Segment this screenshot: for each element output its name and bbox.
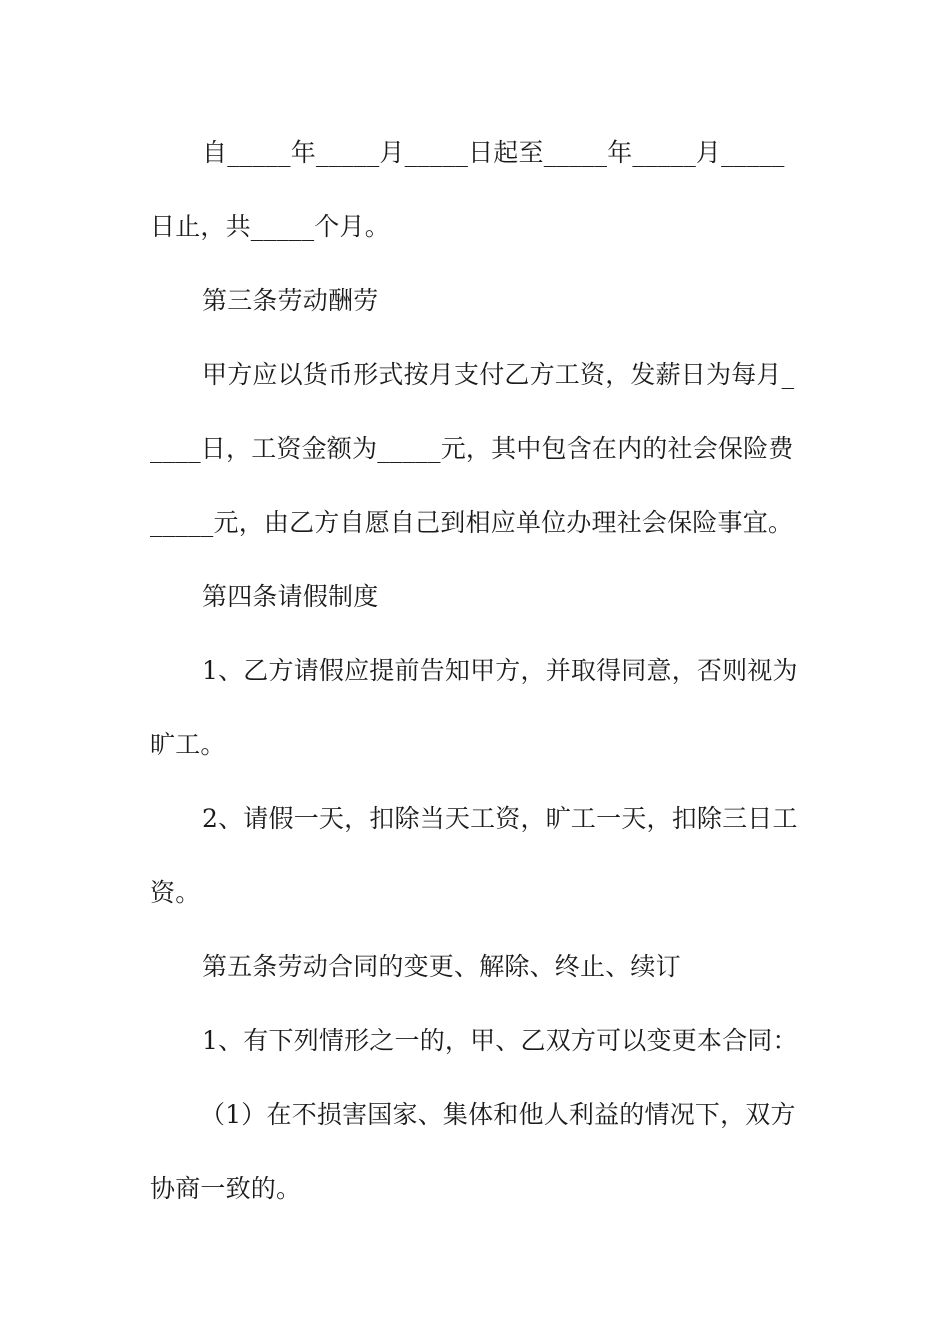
paragraph-line: 2、请假一天，扣除当天工资，旷工一天，扣除三日工 [202,804,798,833]
paragraph-line: _____元，由乙方自愿自己到相应单位办理社会保险事宜。 [150,508,794,537]
paragraph-line: 旷工。 [150,730,226,759]
contract-period-line-cont: 日止，共_____个月。 [150,212,390,241]
section-heading-article-5: 第五条劳动合同的变更、解除、终止、续订 [202,952,681,981]
paragraph-line: ____日，工资金额为_____元，其中包含在内的社会保险费 [150,434,794,463]
paragraph-line: 协商一致的。 [150,1174,302,1203]
section-heading-article-3: 第三条劳动酬劳 [202,286,379,315]
paragraph-line: （1）在不损害国家、集体和他人利益的情况下，双方 [200,1100,796,1129]
paragraph-line: 1、乙方请假应提前告知甲方，并取得同意，否则视为 [202,656,798,685]
section-heading-article-4: 第四条请假制度 [202,582,379,611]
paragraph-line: 1、有下列情形之一的，甲、乙双方可以变更本合同： [202,1026,798,1055]
paragraph-line: 资。 [150,878,201,907]
paragraph-line: 甲方应以货币形式按月支付乙方工资，发薪日为每月_ [202,360,795,389]
contract-period-line: 自_____年_____月_____日起至_____年_____月_____ [202,138,785,167]
